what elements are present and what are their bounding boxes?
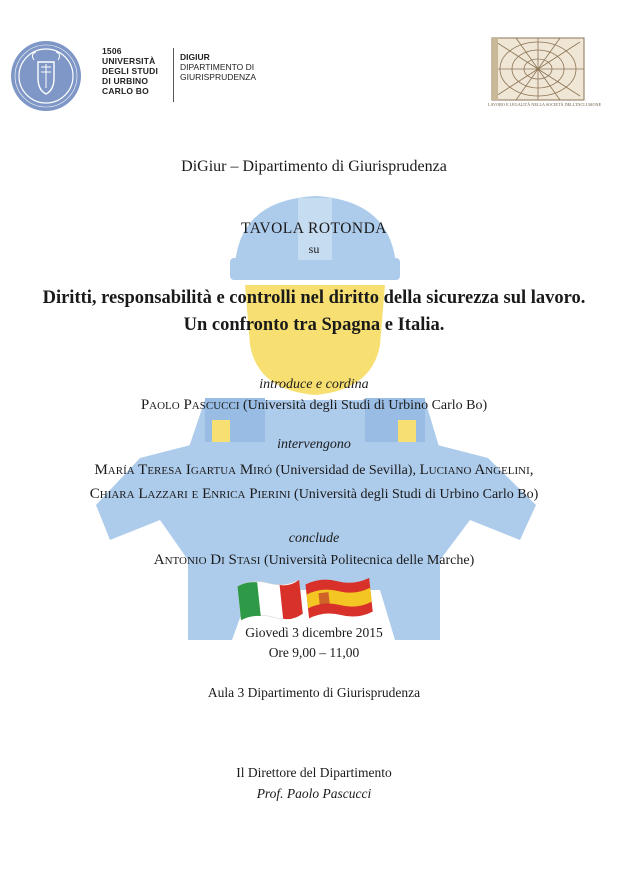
affiliation-1: (Universidad de Sevilla), bbox=[272, 463, 420, 478]
event-venue: Aula 3 Dipartimento di Giurisprudenza bbox=[207, 685, 421, 700]
interventions-line-2 bbox=[0, 486, 628, 503]
conclusion-speaker-line bbox=[0, 552, 628, 569]
event-date: Giovedì 3 dicembre 2015 bbox=[245, 625, 383, 640]
conclusion-affiliation: (Università Politecnica delle Marche) bbox=[260, 553, 475, 568]
interventions-label: intervengono bbox=[277, 437, 351, 452]
logo-divider bbox=[173, 48, 174, 102]
lavoro-legalita-logo bbox=[488, 36, 602, 120]
conjunction: e bbox=[187, 486, 203, 502]
signature-name: Prof. Paolo Pascucci bbox=[256, 786, 372, 801]
dome-icon bbox=[488, 36, 588, 102]
department-heading: DiGiur – Dipartimento di Giurisprudenza bbox=[181, 158, 447, 175]
intro-label: introduce e cordina bbox=[259, 377, 369, 392]
speaker-2: Luciano Angelini, bbox=[419, 462, 534, 478]
university-seal-icon bbox=[10, 40, 82, 112]
interventions-line-1 bbox=[0, 462, 628, 479]
university-name: 1506 UNIVERSITÀ DEGLI STUDI DI URBINO CARLO BO bbox=[102, 46, 159, 96]
event-type: TAVOLA ROTONDA bbox=[241, 220, 387, 237]
intro-speaker-line bbox=[0, 397, 628, 414]
speaker-3: Chiara Lazzari bbox=[89, 486, 188, 502]
conclusion-label: conclude bbox=[288, 531, 340, 546]
signature-role: Il Direttore del Dipartimento bbox=[236, 765, 392, 780]
event-title-line-2: Un confronto tra Spagna e Italia. bbox=[183, 315, 445, 335]
affiliation-2: (Università degli Studi di Urbino Carlo Bo) bbox=[290, 487, 539, 502]
intro-affiliation: (Università degli Studi di Urbino Carlo Bo) bbox=[239, 398, 488, 413]
speaker-1: María Teresa Igartua Miró bbox=[94, 462, 273, 478]
speaker-4: Enrica Pierini bbox=[202, 486, 291, 502]
italy-spain-flags-icon bbox=[235, 573, 375, 625]
event-time: Ore 9,00 – 11,00 bbox=[268, 645, 360, 660]
department-name: DIGIUR DIPARTIMENTO DI GIURISPRUDENZA bbox=[180, 52, 257, 82]
event-su: su bbox=[308, 242, 320, 256]
right-logo-caption: LAVORO E LEGALITÀ NELLA SOCIETÀ DELL'INCLUSIONE bbox=[488, 102, 602, 107]
university-logo bbox=[10, 36, 260, 116]
intro-speaker: Paolo Pascucci bbox=[140, 397, 240, 413]
event-title-line-1: Diritti, responsabilità e controlli nel diritto della sicurezza sul lavoro. bbox=[42, 288, 586, 308]
conclusion-speaker: Antonio Di Stasi bbox=[153, 552, 261, 568]
